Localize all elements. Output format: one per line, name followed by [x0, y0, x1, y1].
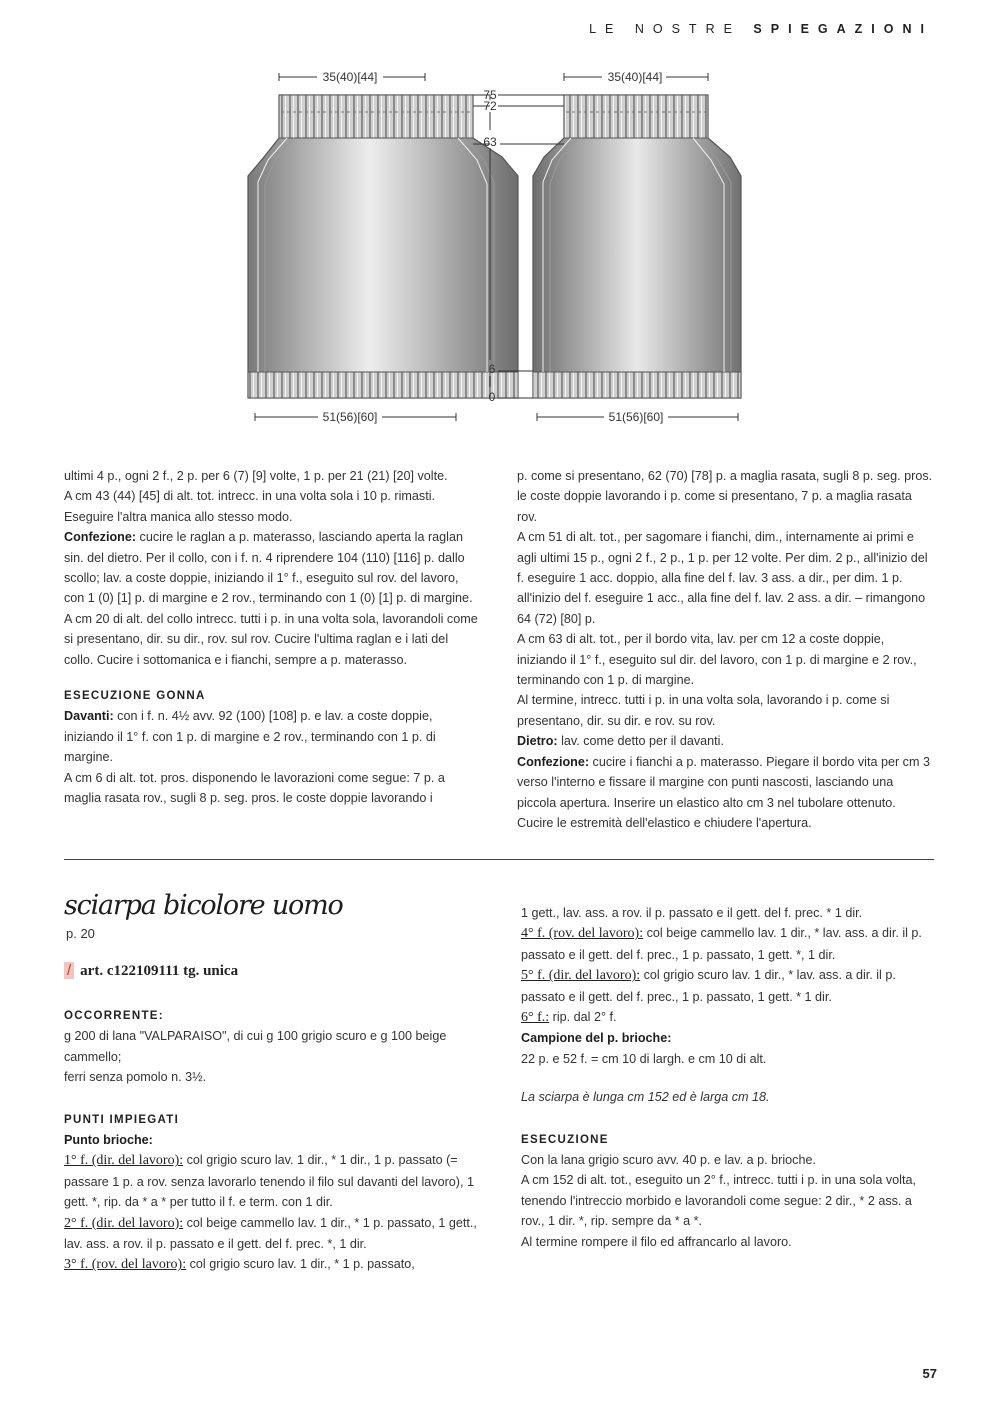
paragraph: A cm 63 di alt. tot., per il bordo vita, lav. per cm 12 a coste doppie, iniziando il 1° f., eseguito sul dir. del lavoro, con 1 p. di margine e 2 rov., terminando con 1 p. di margine. [517, 632, 917, 688]
paragraph: 2° f. (dir. del lavoro): col beige cammello lav. 1 dir., * 1 p. passato, 1 gett., lav. ass. a rov. il p. passato e il gett. del f. prec. *, 1 dir. [64, 1215, 477, 1252]
header-strong: SPIEGAZIONI [753, 22, 933, 36]
scarf-page-ref: p. 20 [66, 926, 95, 941]
label: Dietro: [517, 734, 558, 749]
skirt-text-right [517, 466, 934, 833]
section-heading: OCCORRENTE: [64, 1010, 164, 1022]
height-72: 72 [483, 99, 497, 113]
paragraph: A cm 6 di alt. tot. pros. disponendo le lavorazioni come segue: 7 p. a maglia rasata rov., sugli 8 p. seg. pros. le coste doppie lavorando i [64, 770, 445, 806]
height-63: 63 [483, 135, 497, 149]
scarf-title: sciarpa bicolore uomo [64, 890, 343, 921]
label: Campione del p. brioche: [521, 1031, 672, 1046]
front-piece [248, 95, 518, 398]
section-heading: ESECUZIONE [521, 1133, 609, 1146]
scarf-dimensions: La sciarpa è lunga cm 152 ed è larga cm 18. [521, 1090, 770, 1105]
paragraph: Confezione: cucire le raglan a p. materasso, lasciando aperta la raglan sin. del dietro. Per il collo, con i f. n. 4 riprendere 104 (110) [116] p. dallo scollo; lav. a coste doppie, iniziando il 1° f., eseguito sul rov. del lavoro, con 1 (0) [1] p. di margine e 2 rov., terminando con 1 (0) [1] p. di margine. [64, 530, 473, 606]
paragraph: A cm 20 di alt. del collo intrecc. tutti i p. in una volta sola, lavorandoli come si presentano, dir. su dir., rov. sul rov. Cucire l'ultima raglan e i lati del collo. Cucire i sottomanica e i fianchi, sempre a p. materasso. [64, 611, 478, 667]
paragraph: 5° f. (dir. del lavoro): col grigio scuro lav. 1 dir., * lav. ass. a dir. il p. passato e il gett. del f. prec., 1 p. passato, 1 gett. * 1 dir. [521, 968, 896, 1004]
label: Davanti: [64, 709, 114, 724]
row-label: 2° f. (dir. del lavoro): [64, 1215, 184, 1231]
running-header [589, 22, 933, 36]
article-mark-icon: / [64, 962, 74, 979]
paragraph: 6° f.: rip. dal 2° f. [521, 1010, 617, 1026]
paragraph: Al termine rompere il filo ed affrancarlo al lavoro. [521, 1234, 792, 1249]
back-piece [533, 95, 741, 398]
paragraph: Dietro: lav. come detto per il davanti. [517, 734, 724, 749]
paragraph: Confezione: cucire i fianchi a p. materasso. Piegare il bordo vita per cm 3 verso l'interno e fissare il margine con punti nascosti, lasciando una piccola apertura. Inserire un elastico alto cm 3 nel tubolare ottenuto. Cucire le estremità dell'elastico e chiudere l'apertura. [517, 754, 930, 830]
paragraph [521, 1028, 936, 1048]
scarf-article [64, 962, 238, 980]
row-label: 3° f. (rov. del lavoro): [64, 1257, 187, 1273]
paragraph: 4° f. (rov. del lavoro): col beige cammello lav. 1 dir., * lav. ass. a dir. il p. passato e il gett. del f. prec., 1 p. passato, 1 gett. *, 1 dir. [521, 926, 922, 962]
paragraph: p. come si presentano, 62 (70) [78] p. a maglia rasata, sugli 8 p. seg. pros. le coste doppie lavorando i p. come si presentano, 7 p. a maglia rasata rov. [517, 469, 933, 524]
back-top-width: 35(40)[44] [607, 70, 663, 84]
page-number: 57 [922, 1366, 937, 1381]
section-divider [64, 859, 934, 860]
skirt-text-left [64, 466, 478, 809]
paragraph: ultimi 4 p., ogni 2 f., 2 p. per 6 (7) [9] volte, 1 p. per 21 (21) [20] volte. [64, 469, 448, 483]
article-code: art. c122109111 tg. unica [80, 963, 239, 979]
paragraph [64, 1130, 484, 1150]
paragraph: Eseguire l'altra manica allo stesso modo. [64, 509, 293, 524]
paragraph: Con la lana grigio scuro avv. 40 p. e lav. a p. brioche. [521, 1153, 816, 1168]
section-heading: ESECUZIONE GONNA [64, 690, 206, 703]
paragraph: A cm 152 di alt. tot., eseguito un 2° f., intrecc. tutti i p. in una sola volta, tenendo l'intreccio morbido e lavorandoli come segue: 2 dir., * 2 ass. a rov., 1 dir. *, rip. sempre da * a *. [521, 1173, 916, 1229]
row-label: 4° f. (rov. del lavoro): [521, 926, 644, 942]
paragraph: 1 gett., lav. ass. a rov. il p. passato e il gett. del f. prec. * 1 dir. [521, 906, 863, 920]
row-label: 1° f. (dir. del lavoro): [64, 1153, 184, 1169]
front-hem-width: 51(56)[60] [322, 410, 378, 424]
paragraph: A cm 43 (44) [45] di alt. tot. intrecc. in una volta sola i 10 p. rimasti. [64, 489, 435, 504]
paragraph: 3° f. (rov. del lavoro): col grigio scuro lav. 1 dir., * 1 p. passato, [64, 1257, 415, 1273]
height-75: 75 [483, 88, 497, 102]
paragraph: g 200 di lana "VALPARAISO", di cui g 100 grigio scuro e g 100 beige cammello; [64, 1029, 447, 1064]
height-0: 0 [488, 390, 496, 404]
paragraph: Davanti: con i f. n. 4½ avv. 92 (100) [108] p. e lav. a coste doppie, iniziando il 1° f. con 1 p. di margine e 2 rov., terminando con 1 p. di margine. [64, 709, 436, 765]
paragraph: 22 p. e 52 f. = cm 10 di largh. e cm 10 di alt. [521, 1051, 767, 1066]
height-6: 6 [488, 362, 496, 376]
paragraph: ferri senza pomolo n. 3½. [64, 1070, 207, 1085]
label: Punto brioche: [64, 1133, 153, 1148]
section-heading: PUNTI IMPIEGATI [64, 1113, 180, 1126]
front-top-width: 35(40)[44] [322, 70, 378, 84]
back-hem-width: 51(56)[60] [608, 410, 664, 424]
paragraph: A cm 51 di alt. tot., per sagomare i fianchi, dim., internamente ai primi e agli ultimi 15 p., ogni 2 f., 2 p., 1 p. per 12 volte. Per dim. 2 p., all'inizio del f. eseguire 1 acc. doppio, alla fine del f. lav. 3 ass. a dir., per dim. 1 p. all'inizio del f. eseguire 1 acc., alla fine del f. lav. 2 ass. a dir. – rimangono 64 (72) [80] p. [517, 530, 928, 626]
label: Confezione: [64, 530, 137, 545]
label: Confezione: [517, 754, 590, 769]
header-prefix: LE NOSTRE [589, 22, 741, 36]
paragraph: 1° f. (dir. del lavoro): col grigio scuro lav. 1 dir., * 1 dir., 1 p. passato (= passare 1 p. a rov. senza lavorarlo tenendo il filo sul davanti del lavoro), 1 gett. *, rip. da * a * per tutto il f. e term. con 1 dir. [64, 1153, 474, 1210]
row-label: 5° f. (dir. del lavoro): [521, 968, 641, 984]
paragraph: Al termine, intrecc. tutti i p. in una volta sola, lavorando i p. come si presentano, dir. su dir. e rov. su rov. [517, 693, 890, 728]
scarf-text-right [521, 903, 936, 1252]
scarf-text-left [64, 1006, 484, 1276]
row-label: 6° f.: [521, 1010, 550, 1026]
skirt-schematic [0, 60, 997, 430]
